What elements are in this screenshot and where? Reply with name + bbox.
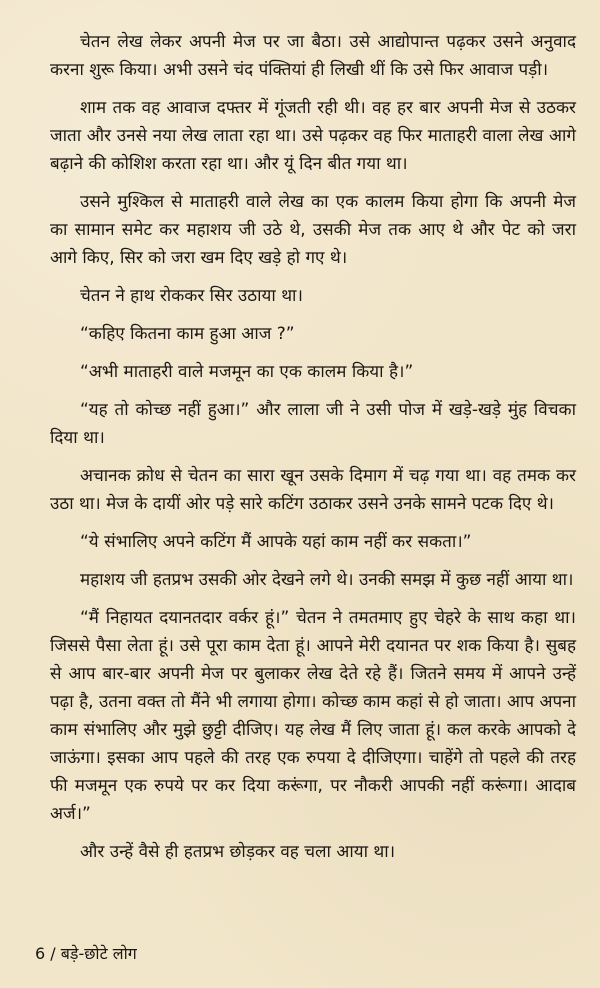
paragraph-11: “मैं निहायत दयानतदार वर्कर हूं।” चेतन ने तमतमाए हुए चेहरे के साथ कहा था। जिससे पैसा लेता हूं। उसे पूरा काम देता हूं। आपने मेरी दयानत पर शक किया है। सुबह से आप बार-बार अपनी मेज पर बुलाकर लेख देते रहे हैं। जितने समय में आपने उन्हें पढ़ा है, उतना वक्त तो मैंने भी लगाया होगा। कोच्छ काम कहां से हो जाता। आप अपना काम संभालिए और मुझे छुट्टी दीजिए। यह लेख मैं लिए जाता हूं। कल करके आपको दे जाऊंगा। इसका आप पहले की तरह एक रुपया दे दीजिएगा। चाहेंगे तो पहले की तरह फी मजमून एक रुपये पर कर दिया करूंगा, पर नौकरी आपकी नहीं करूंगा। आदाब अर्ज।”: [50, 608, 576, 824]
paragraph-7: “यह तो कोच्छ नहीं हुआ।” और लाला जी ने उसी पोज में खड़े-खड़े मुंह विचका दिया था।: [50, 400, 576, 448]
paragraph-9: “ये संभालिए अपने कटिंग मैं आपके यहां काम नहीं कर सकता।”: [80, 532, 472, 552]
paragraph-1: चेतन लेख लेकर अपनी मेज पर जा बैठा। उसे आद्योपान्त पढ़कर उसने अनुवाद करना शुरू किया। अभी उसने चंद पंक्तियां ही लिखी थीं कि उसे फिर आवाज पड़ी।: [50, 32, 576, 80]
paragraph-2: शाम तक वह आवाज दफ्तर में गूंजती रही थी। वह हर बार अपनी मेज से उठकर जाता और उनसे नया लेख लाता रहा था। उसे पढ़कर वह फिर माताहरी वाला लेख आगे बढ़ाने की कोशिश करता रहा था। और यूं दिन बीत गया था।: [50, 98, 576, 174]
paragraph-5: “कहिए कितना काम हुआ आज ?”: [80, 324, 295, 344]
paragraph-3: उसने मुश्किल से माताहरी वाले लेख का एक कालम किया होगा कि अपनी मेज का सामान समेट कर महाशय जी उठे थे, उसकी मेज तक आए थे और पेट को जरा आगे किए, सिर को जरा खम दिए खड़े हो गए थे।: [50, 192, 576, 268]
paragraph-8: अचानक क्रोध से चेतन का सारा खून उसके दिमाग में चढ़ गया था। वह तमक कर उठा था। मेज के दायीं ओर पड़े सारे कटिंग उठाकर उसने उनके सामने पटक दिए थे।: [50, 466, 576, 514]
page-footer: 6 / बड़े-छोटे लोग: [35, 944, 137, 963]
paragraph-6: “अभी माताहरी वाले मजमून का एक कालम किया है।”: [80, 362, 414, 382]
paragraph-4: चेतन ने हाथ रोककर सिर उठाया था।: [80, 286, 303, 306]
paragraph-12: और उन्हें वैसे ही हतप्रभ छोड़कर वह चला आया था।: [80, 842, 396, 862]
paragraph-10: महाशय जी हतप्रभ उसकी ओर देखने लगे थे। उनकी समझ में कुछ नहीं आया था।: [80, 570, 574, 590]
